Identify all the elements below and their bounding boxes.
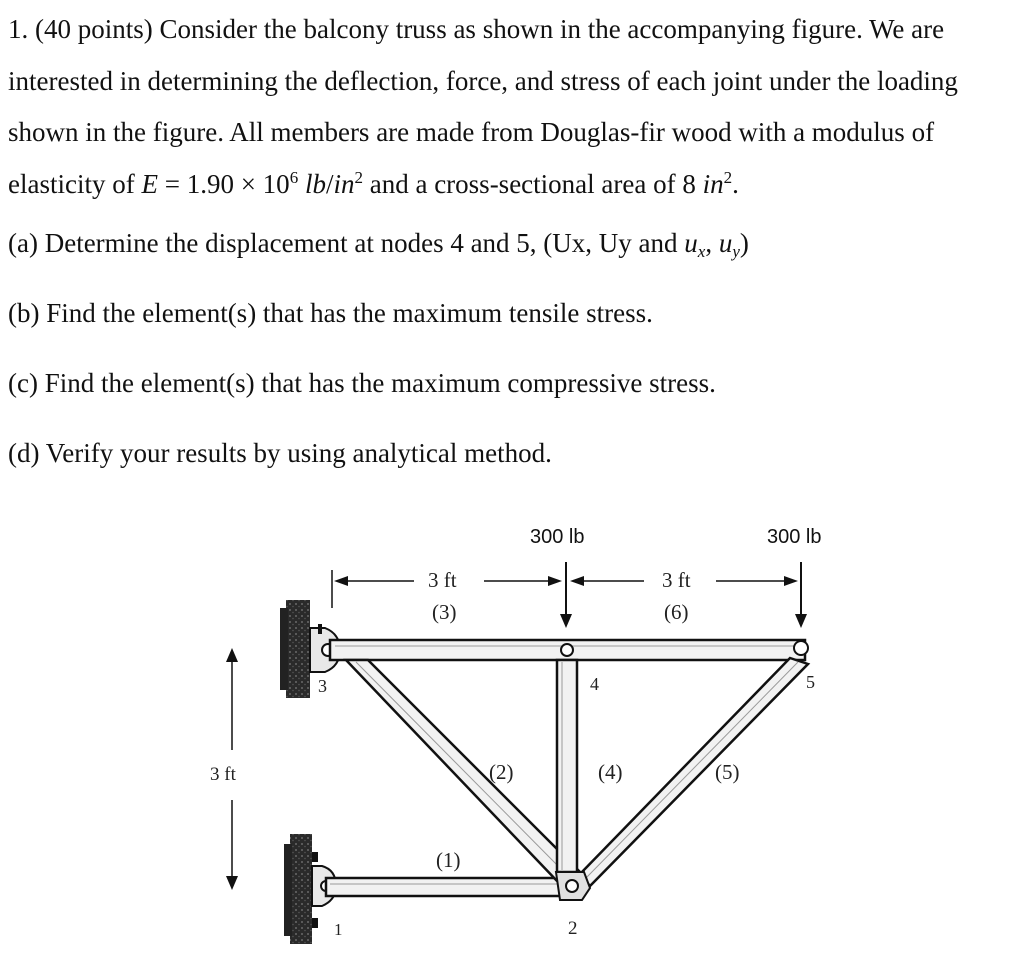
area-unit: in [702,168,724,199]
member-2 [346,660,580,882]
node-label-4: 4 [590,674,599,694]
node-label-2: 2 [568,918,578,939]
part-a-ux-sub: x [697,242,706,261]
part-d: (d) Verify your results by using analytical method. [8,438,552,468]
part-a-text: (a) Determine the displacement at nodes 4 and 5, (Ux, Uy and [8,228,685,258]
element-label-5: (5) [715,760,740,784]
part-b: (b) Find the element(s) that has the maximum tensile stress. [8,298,653,328]
node-label-3: 3 [318,676,327,696]
modulus-symbol: E [141,168,158,199]
problem-intro [8,0,1018,210]
load-arrow-left [560,562,572,628]
member-1 [326,878,572,896]
part-a [8,226,749,260]
member-4 [557,660,577,872]
modulus-unit-exponent: 2 [354,167,363,187]
joint-2 [556,872,590,900]
joint-5 [794,641,808,655]
modulus-unit-slash: / [325,168,334,199]
node-label-5: 5 [806,672,815,692]
part-a-ux: u [684,228,698,258]
modulus-exponent: 6 [289,167,299,187]
part-a-comma: , [705,228,719,258]
area-period: . [732,168,739,199]
modulus-space [298,169,305,199]
modulus-unit-in: in [333,168,355,199]
truss-figure [0,500,1024,954]
dimension-label-right: 3 ft [662,568,691,592]
element-label-4: (4) [598,760,623,784]
problem-statement [8,0,1018,468]
element-label-2: (2) [489,760,514,784]
intro-text: 1. (40 points) Consider the balcony truss as shown in the accompanying figure. We are interested in determining the deflection, force, and stress of each joint under the loading shown in the figure. All members are made from Douglas-fir wood with a modulus of elasticity of [8,14,958,199]
area-text: and a cross-sectional area of 8 [362,168,703,199]
part-a-uy: u [718,228,733,258]
part-a-end: ) [739,228,749,258]
joint-4 [561,644,573,656]
dimension-label-vertical: 3 ft [210,764,236,785]
element-label-3: (3) [432,600,457,624]
area-exponent: 2 [723,167,733,187]
load-label-left: 300 lb [530,526,585,548]
element-label-6: (6) [664,600,689,624]
load-arrow-right [795,562,807,628]
truss-drawing [0,500,1024,954]
part-a-uy-sub: y [732,242,740,261]
modulus-value: = 1.90 × 10 [157,168,290,199]
element-label-1: (1) [436,848,461,872]
node-label-1: 1 [334,920,343,939]
dimension-label-left: 3 ft [428,568,457,592]
part-c: (c) Find the element(s) that has the maximum compressive stress. [8,368,716,398]
modulus-unit-lb: lb [304,168,326,199]
load-label-right: 300 lb [767,526,822,548]
